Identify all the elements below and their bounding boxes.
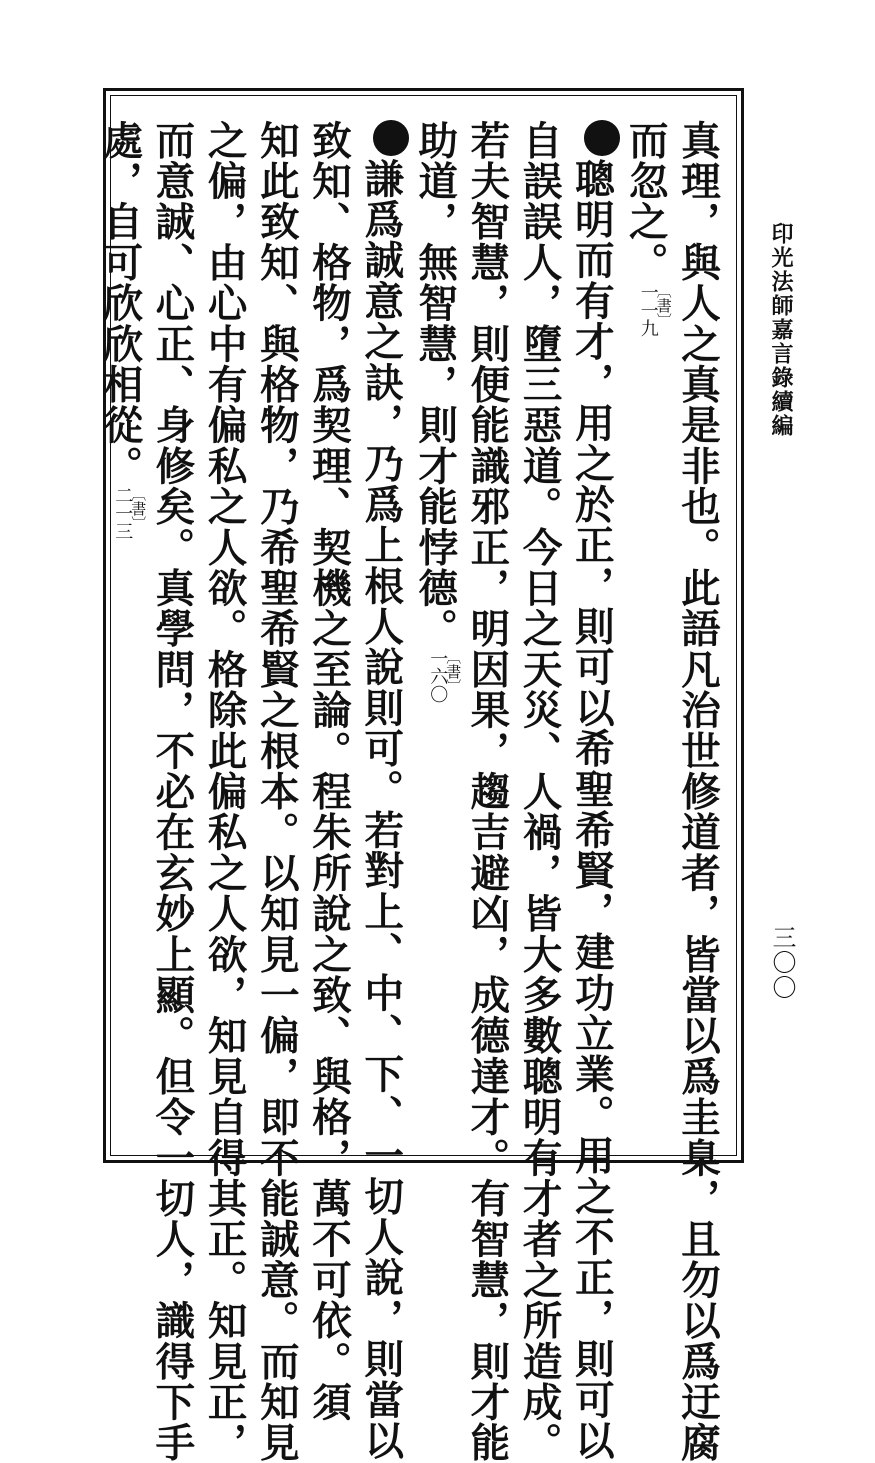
column-text: 處，自可欣欣相從。: [97, 120, 144, 487]
source-note-label: 〔書〕: [654, 282, 673, 328]
text-column: [146, 120, 198, 1463]
text-column: [355, 120, 409, 1461]
source-note-number: 二一三: [112, 486, 134, 541]
body-text: [97, 120, 724, 1463]
column-text: 助道，無智慧，則才能悖德。: [412, 120, 459, 650]
text-column: [94, 120, 146, 1135]
column-text: 知此致知、與格物，乃希聖希賢之根本。以知見一偏，即不能誠意。而知見: [253, 120, 300, 1463]
text-column: [513, 120, 565, 1463]
column-text: 之偏，由心中有偏私之人欲。格除此偏私之人欲，知見自得其正。知見正，: [201, 120, 248, 1463]
source-note-number: 一六〇: [427, 649, 449, 704]
source-note-label: 〔書〕: [444, 649, 463, 695]
column-text: 致知、格物，爲契理、契機之至論。程朱所說之致、與格，萬不可依。須: [306, 120, 353, 1423]
text-column: [198, 120, 250, 1463]
source-note: [637, 282, 673, 337]
source-note: [429, 649, 461, 703]
text-column: [409, 120, 461, 1135]
column-text: 自誤誤人，墮三惡道。今日之天災、人禍，皆大多數聰明有才者之所造成。: [516, 120, 563, 1463]
source-note-number: 一一九: [637, 282, 659, 337]
text-column: [672, 120, 724, 1463]
bullet-icon: [584, 120, 620, 156]
column-text: 而忽之。: [622, 120, 669, 283]
column-text: 真理，與人之真是非也。此語凡治世修道者，皆當以爲圭臬，且勿以爲迂腐: [675, 120, 721, 1463]
column-text: 聰明而有才，用之於正，則可以希聖希賢，建功立業。用之不正，則可以: [568, 158, 615, 1461]
text-column: [461, 120, 513, 1463]
source-note: [114, 486, 146, 540]
text-column: [251, 120, 303, 1463]
source-note-label: 〔書〕: [129, 486, 148, 532]
bullet-icon: [373, 120, 409, 156]
text-column: [620, 120, 672, 1135]
column-text: 若夫智慧，則便能識邪正，明因果，趨吉避凶，成德達才。有智慧，則才能: [464, 120, 511, 1463]
text-column: [566, 120, 620, 1461]
text-column: [303, 120, 355, 1423]
running-head: 印光法師嘉言錄續編: [768, 222, 794, 438]
column-text: 而意誠、心正、身修矣。真學問，不必在玄妙上顯。但令一切人，識得下手: [149, 120, 196, 1463]
page-number: 三〇〇: [768, 925, 796, 1000]
column-text: 謙爲誠意之訣，乃爲上根人說則可。若對上、中、下、一切人說，則當以: [358, 158, 405, 1461]
